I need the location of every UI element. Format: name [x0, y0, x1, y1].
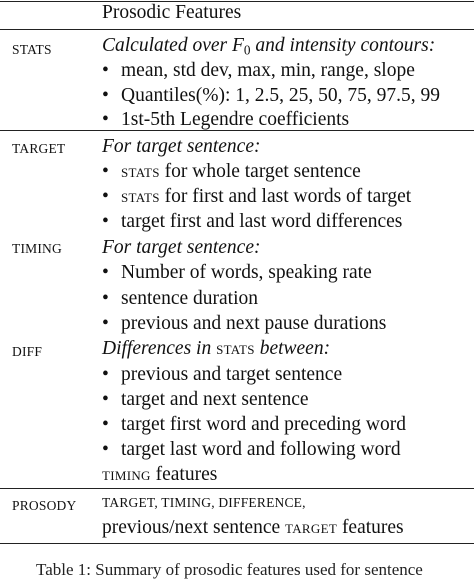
bottom-rule — [0, 543, 474, 544]
list-item: • mean, std dev, max, min, range, slope — [102, 60, 415, 81]
bullet-icon: • — [102, 161, 109, 182]
bullet-icon: • — [102, 439, 109, 460]
bullet-icon: • — [102, 211, 109, 232]
list-item: • stats for whole target sentence — [102, 161, 361, 182]
target-title: For target sentence: — [102, 136, 261, 157]
bullet-icon: • — [102, 364, 109, 385]
row-label-diff: DIFF — [12, 344, 43, 359]
stats-title-post: and intensity contours: — [250, 35, 436, 56]
list-item: • target last word and following word — [102, 439, 401, 460]
section-rule-stats — [0, 130, 474, 131]
header-rule — [0, 29, 474, 30]
diff-trailing: timing features — [102, 464, 218, 485]
list-item: • previous and next pause durations — [102, 313, 387, 334]
stats-title-pre: Calculated over — [102, 35, 232, 56]
row-label-timing: TIMING — [12, 241, 62, 256]
table-caption: Table 1: Summary of prosodic features used for sentence — [36, 560, 423, 579]
bullet-icon: • — [102, 313, 109, 334]
list-item: • target first and last word differences — [102, 211, 403, 232]
row-label-stats: STATS — [12, 42, 52, 57]
list-item: • Number of words, speaking rate — [102, 262, 372, 283]
list-item: • previous and target sentence — [102, 364, 343, 385]
bullet-icon: • — [102, 288, 109, 309]
stats-title-sub: 0 — [243, 42, 251, 58]
list-item: • Quantiles(%): 1, 2.5, 25, 50, 75, 97.5, 99 — [102, 85, 441, 106]
bullet-icon: • — [102, 109, 109, 130]
list-item: • sentence duration — [102, 288, 258, 309]
row-label-target: TARGET — [12, 141, 66, 156]
bullet-icon: • — [102, 414, 109, 435]
stats-title — [102, 36, 435, 57]
bullet-icon: • — [102, 85, 109, 106]
bullet-icon: • — [102, 262, 109, 283]
bullet-icon: • — [102, 389, 109, 410]
stats-title-f: F — [231, 35, 244, 56]
prosody-line-1: TARGET, TIMING, DIFFERENCE, — [102, 495, 306, 510]
list-item: • target and next sentence — [102, 389, 309, 410]
list-item: • 1st-5th Legendre coefficients — [102, 109, 350, 130]
list-item: • target first word and preceding word — [102, 414, 407, 435]
diff-title: Differences in stats between: — [102, 338, 331, 359]
table-header: Prosodic Features — [102, 2, 242, 23]
prosody-line-2: previous/next sentence target features — [102, 517, 404, 538]
bullet-icon: • — [102, 186, 109, 207]
section-rule-prosody — [0, 488, 474, 489]
bullet-icon: • — [102, 60, 109, 81]
timing-title: For target sentence: — [102, 237, 261, 258]
row-label-prosody: PROSODY — [12, 498, 77, 513]
list-item: • stats for first and last words of target — [102, 186, 412, 207]
